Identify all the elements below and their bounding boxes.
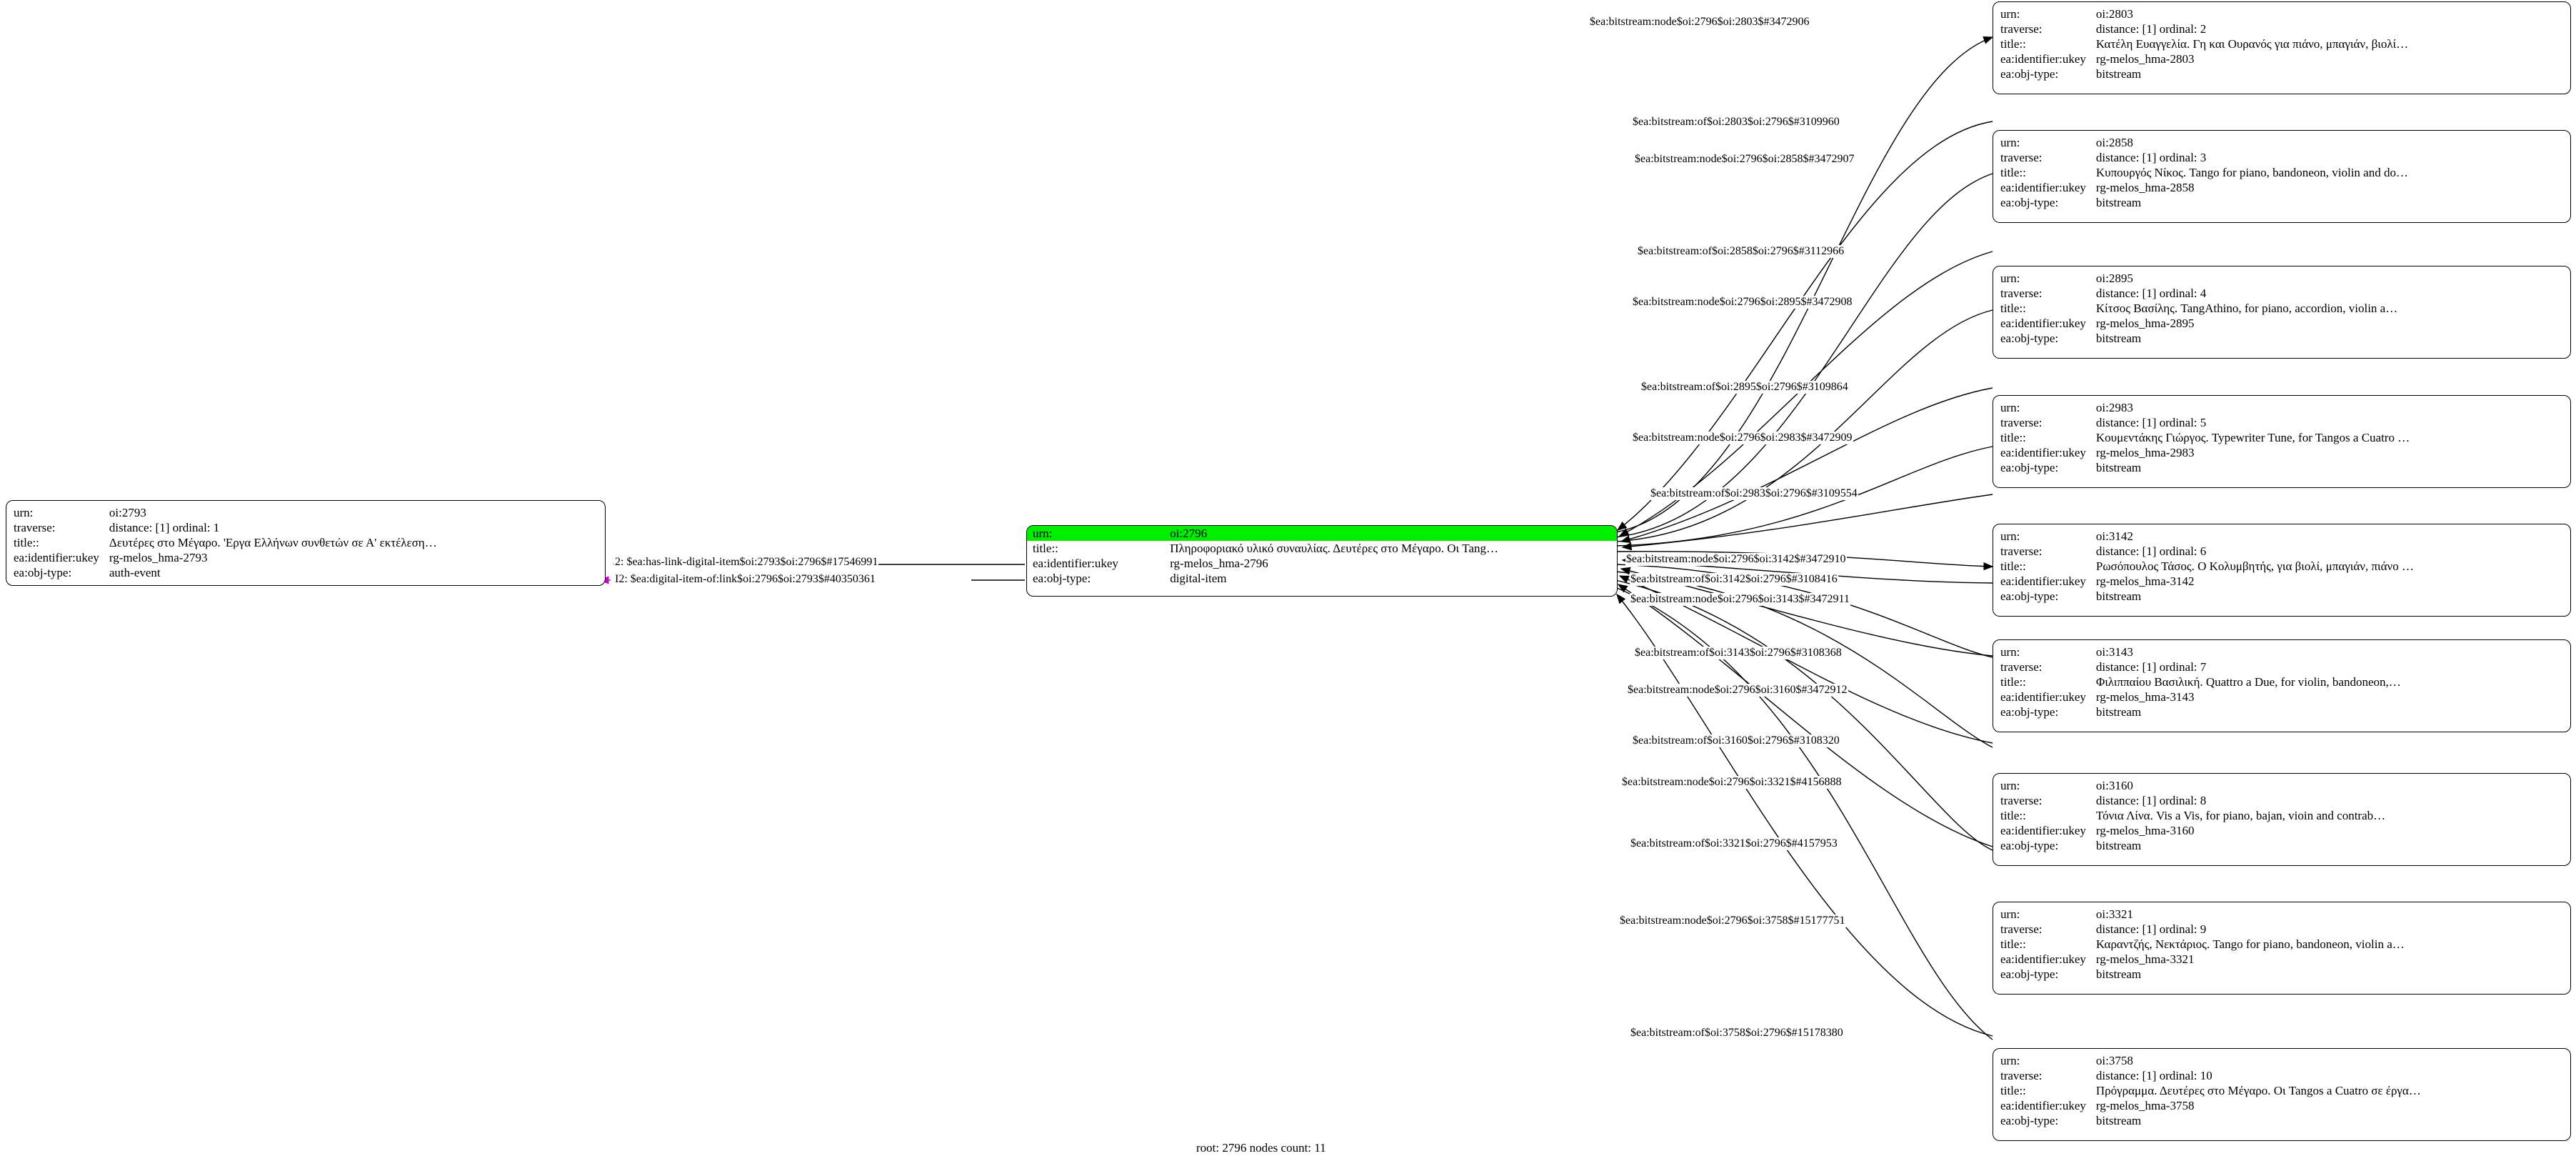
row-value: Κυπουργός Νίκος. Tango for piano, bandoneon, violin and do…: [2095, 166, 2408, 179]
node-3143[interactable]: [1993, 639, 2571, 732]
row-value: rg-melos_hma-2895: [2095, 317, 2195, 330]
row-value: oi:2983: [2095, 401, 2133, 414]
node-row: [2000, 271, 2397, 286]
row-value: bitstream: [2095, 196, 2142, 209]
node-row: [14, 505, 437, 520]
edge-label-3758-of: $ea:bitstream:of$oi:3758$oi:2796$#15178380: [1630, 1027, 1843, 1039]
node-row: [2000, 430, 2410, 445]
row-key: traverse:: [2000, 794, 2043, 807]
row-key: title::: [1033, 542, 1058, 555]
row-key: urn:: [2000, 136, 2020, 149]
row-key: ea:obj-type:: [1033, 572, 1091, 585]
node-3142[interactable]: [1993, 524, 2571, 617]
node-row: [2000, 6, 2408, 21]
edge-label-3160-of: $ea:bitstream:of$oi:3160$oi:2796$#3108320: [1633, 734, 1840, 747]
row-key: title::: [2000, 37, 2026, 51]
node-row: [2000, 659, 2401, 674]
row-value: Κουμεντάκης Γιώργος. Typewriter Tune, for Tangos a Cuatro …: [2095, 431, 2410, 444]
node-row: [2000, 574, 2414, 589]
row-value: rg-melos_hma-3160: [2095, 824, 2195, 837]
node-row: [2000, 415, 2410, 430]
node-2895[interactable]: [1993, 266, 2571, 359]
node-row: [2000, 778, 2385, 793]
row-key: ea:identifier:ukey: [2000, 446, 2086, 459]
node-row: [2000, 331, 2397, 346]
row-key: ea:obj-type:: [2000, 461, 2059, 474]
row-key: title::: [2000, 937, 2026, 951]
node-row: [14, 535, 437, 550]
row-value: distance: [1] ordinal: 6: [2095, 544, 2207, 558]
row-key: traverse:: [2000, 1069, 2043, 1082]
row-value: bitstream: [2095, 705, 2142, 719]
row-key: title::: [2000, 675, 2026, 689]
row-key: traverse:: [2000, 286, 2043, 300]
edge-label-3321-node: $ea:bitstream:node$oi:2796$oi:3321$#4156888: [1622, 776, 1842, 788]
row-key: ea:obj-type:: [2000, 67, 2059, 81]
node-row: [2000, 1113, 2421, 1128]
edge-label-2803-node: $ea:bitstream:node$oi:2796$oi:2803$#3472906: [1590, 16, 1810, 28]
node-row: [2000, 808, 2385, 823]
row-value: Τόνια Λίνα. Vis a Vis, for piano, bajan, vioin and contrab…: [2095, 809, 2386, 822]
root-row-ukey: [1027, 556, 1617, 571]
node-row: [2000, 301, 2397, 316]
row-value: rg-melos_hma-3143: [2095, 690, 2195, 704]
edge-label-2803-of: $ea:bitstream:of$oi:2803$oi:2796$#3109960: [1633, 116, 1840, 128]
row-value: bitstream: [2095, 332, 2142, 345]
row-key: ea:identifier:ukey: [14, 551, 99, 564]
row-value: distance: [1] ordinal: 10: [2095, 1069, 2212, 1082]
row-value: bitstream: [2095, 967, 2142, 981]
row-key: ea:identifier:ukey: [2000, 52, 2086, 66]
edge-label-2895-of: $ea:bitstream:of$oi:2895$oi:2796$#3109864: [1641, 381, 1848, 393]
row-key: ea:identifier:ukey: [2000, 574, 2086, 588]
row-value: rg-melos_hma-2793: [109, 551, 208, 564]
row-value: rg-melos_hma-2803: [2095, 52, 2195, 66]
row-value: Πρόγραμμα. Δευτέρες στο Μέγαρο. Οι Tangos a Cuatro σε έργα…: [2095, 1084, 2421, 1097]
row-value: distance: [1] ordinal: 8: [2095, 794, 2207, 807]
row-key: traverse:: [2000, 544, 2043, 558]
row-key: urn:: [2000, 907, 2020, 921]
row-value: oi:2796: [1164, 526, 1617, 541]
row-value: rg-melos_hma-3321: [2095, 952, 2195, 966]
row-value: distance: [1] ordinal: 9: [2095, 922, 2207, 936]
row-key: ea:identifier:ukey: [2000, 317, 2086, 330]
node-row: [2000, 135, 2408, 150]
row-key: ea:identifier:ukey: [2000, 1099, 2086, 1112]
row-value: bitstream: [2095, 461, 2142, 474]
row-value: oi:2895: [2095, 271, 2133, 285]
graph-footer-caption: root: 2796 nodes count: 11: [1196, 1141, 1326, 1155]
node-row: [2000, 460, 2410, 475]
row-value: rg-melos_hma-2983: [2095, 446, 2195, 459]
node-row: [2000, 674, 2401, 689]
node-2803[interactable]: [1993, 1, 2571, 94]
row-key: ea:identifier:ukey: [1033, 557, 1118, 570]
node-row: [2000, 66, 2408, 81]
edge-label-left-2: I2: $ea:digital-item-of:link$oi:2796$oi:2793$#40350361: [615, 573, 876, 585]
row-value: oi:2803: [2095, 7, 2133, 21]
row-value: oi:2858: [2095, 136, 2133, 149]
row-key: traverse:: [14, 521, 56, 534]
node-row: [2000, 704, 2401, 719]
row-value: Πληροφοριακό υλικό συναυλίας. Δευτέρες στο Μέγαρο. Οι Tang…: [1170, 542, 1499, 555]
row-value: rg-melos_hma-2796: [1170, 557, 1268, 570]
row-key: traverse:: [2000, 922, 2043, 936]
row-key: title::: [14, 536, 39, 549]
row-key: ea:obj-type:: [2000, 589, 2059, 603]
node-row: [2000, 1068, 2421, 1083]
edge-label-2983-node: $ea:bitstream:node$oi:2796$oi:2983$#3472909: [1633, 432, 1853, 444]
row-key: urn:: [14, 506, 34, 519]
row-value: oi:3321: [2095, 907, 2133, 921]
node-row: [2000, 644, 2401, 659]
node-row: [2000, 823, 2385, 838]
edge-label-3321-of: $ea:bitstream:of$oi:3321$oi:2796$#4157953: [1630, 837, 1838, 849]
node-row: [2000, 165, 2408, 180]
row-value: distance: [1] ordinal: 3: [2095, 151, 2207, 164]
row-value: distance: [1] ordinal: 4: [2095, 286, 2207, 300]
row-key: traverse:: [2000, 660, 2043, 674]
row-value: Καραντζής, Νεκτάριος. Tango for piano, bandoneon, violin a…: [2095, 937, 2405, 951]
node-3758[interactable]: [1993, 1048, 2571, 1141]
node-row: [2000, 400, 2410, 415]
node-row: [2000, 150, 2408, 165]
row-key: urn:: [2000, 7, 2020, 21]
row-key: urn:: [2000, 529, 2020, 543]
root-row-objtype: [1027, 571, 1617, 586]
row-value: Δευτέρες στο Μέγαρο. 'Εργα Ελλήνων συνθετών σε Α' εκτέλεση…: [109, 536, 437, 549]
node-row: [2000, 937, 2405, 952]
edge-label-3143-of: $ea:bitstream:of$oi:3143$oi:2796$#3108368: [1635, 647, 1842, 659]
edge-label-3758-node: $ea:bitstream:node$oi:2796$oi:3758$#15177751: [1620, 915, 1845, 927]
row-value: rg-melos_hma-3142: [2095, 574, 2195, 588]
row-value: rg-melos_hma-3758: [2095, 1099, 2195, 1112]
node-row: [2000, 589, 2414, 604]
row-key: title::: [2000, 809, 2026, 822]
row-value: bitstream: [2095, 839, 2142, 852]
node-row: [2000, 195, 2408, 210]
node-row: [2000, 1083, 2421, 1098]
root-node-2796[interactable]: [1026, 525, 1618, 597]
edge-label-3142-node: $ea:bitstream:node$oi:2796$oi:3142$#3472910: [1626, 553, 1846, 565]
node-3321[interactable]: [1993, 902, 2571, 995]
edge-label-3142-of: $ea:bitstream:of$oi:3142$oi:2796$#3108416: [1630, 573, 1838, 585]
row-key: traverse:: [2000, 151, 2043, 164]
row-key: ea:identifier:ukey: [2000, 181, 2086, 194]
node-row: [2000, 922, 2405, 937]
row-key: urn:: [1027, 526, 1164, 541]
row-value: digital-item: [1170, 572, 1227, 585]
node-row: [14, 550, 437, 565]
row-value: oi:3160: [2095, 779, 2133, 792]
row-value: rg-melos_hma-2858: [2095, 181, 2195, 194]
row-key: traverse:: [2000, 22, 2043, 36]
row-key: ea:obj-type:: [2000, 196, 2059, 209]
row-value: bitstream: [2095, 1114, 2142, 1127]
node-row: [2000, 967, 2405, 982]
row-value: distance: [1] ordinal: 7: [2095, 660, 2207, 674]
row-key: ea:obj-type:: [2000, 967, 2059, 981]
row-value: Φιλιππαίου Βασιλική. Quattro a Due, for violin, bandoneon,…: [2095, 675, 2401, 689]
node-row: [2000, 36, 2408, 51]
row-key: title::: [2000, 302, 2026, 315]
row-key: urn:: [2000, 779, 2020, 792]
edge-label-2858-of: $ea:bitstream:of$oi:2858$oi:2796$#3112966: [1638, 245, 1845, 257]
row-value: Κατέλη Ευαγγελία. Γη και Ουρανός για πιάνο, μπαγιάν, βιολί…: [2095, 37, 2409, 51]
row-value: Κίτσος Βασίλης. TangAthino, for piano, accordion, violin a…: [2095, 302, 2398, 315]
node-2793[interactable]: [6, 500, 606, 586]
node-row: [2000, 21, 2408, 36]
row-key: urn:: [2000, 1054, 2020, 1067]
row-key: ea:identifier:ukey: [2000, 690, 2086, 704]
root-row-title: [1027, 541, 1617, 556]
row-key: ea:obj-type:: [2000, 332, 2059, 345]
row-key: title::: [2000, 1084, 2026, 1097]
node-row: [2000, 286, 2397, 301]
node-row: [2000, 180, 2408, 195]
row-value: auth-event: [109, 566, 161, 579]
row-key: ea:obj-type:: [14, 566, 72, 579]
node-row: [2000, 559, 2414, 574]
row-value: distance: [1] ordinal: 1: [109, 521, 220, 534]
row-key: urn:: [2000, 401, 2020, 414]
node-row: [2000, 51, 2408, 66]
node-row: [2000, 838, 2385, 853]
row-value: bitstream: [2095, 67, 2142, 81]
row-value: oi:3758: [2095, 1054, 2133, 1067]
edge-label-left-1: 2: $ea:has-link-digital-item$oi:2793$oi:2796$#17546991: [615, 556, 878, 568]
root-row-urn: [1027, 526, 1617, 541]
edge-label-3143-node: $ea:bitstream:node$oi:2796$oi:3143$#3472911: [1630, 593, 1850, 605]
node-row: [2000, 316, 2397, 331]
row-value: Ρωσόπουλος Τάσος. Ο Κολυμβητής, για βιολί, μπαγιάν, πιάνο …: [2095, 559, 2414, 573]
node-row: [2000, 1098, 2421, 1113]
row-key: ea:obj-type:: [2000, 705, 2059, 719]
node-row: [2000, 529, 2414, 544]
node-row: [14, 520, 437, 535]
row-key: ea:obj-type:: [2000, 1114, 2059, 1127]
node-row: [14, 565, 437, 580]
node-row: [2000, 689, 2401, 704]
row-value: distance: [1] ordinal: 2: [2095, 22, 2207, 36]
node-2858[interactable]: [1993, 130, 2571, 223]
row-key: ea:identifier:ukey: [2000, 824, 2086, 837]
edge-label-2983-of: $ea:bitstream:of$oi:2983$oi:2796$#3109554: [1650, 487, 1858, 499]
node-row: [2000, 907, 2405, 922]
row-key: ea:identifier:ukey: [2000, 952, 2086, 966]
row-key: title::: [2000, 559, 2026, 573]
row-value: distance: [1] ordinal: 5: [2095, 416, 2207, 429]
row-key: title::: [2000, 166, 2026, 179]
node-row: [2000, 793, 2385, 808]
node-3160[interactable]: [1993, 773, 2571, 866]
row-value: bitstream: [2095, 589, 2142, 603]
row-key: urn:: [2000, 271, 2020, 285]
row-value: oi:3143: [2095, 645, 2133, 659]
edge-label-2895-node: $ea:bitstream:node$oi:2796$oi:2895$#3472908: [1633, 296, 1853, 308]
node-2983[interactable]: [1993, 395, 2571, 488]
row-key: traverse:: [2000, 416, 2043, 429]
row-key: urn:: [2000, 645, 2020, 659]
edge-label-3160-node: $ea:bitstream:node$oi:2796$oi:3160$#3472912: [1628, 684, 1848, 696]
row-key: ea:obj-type:: [2000, 839, 2059, 852]
node-row: [2000, 445, 2410, 460]
edge-label-2858-node: $ea:bitstream:node$oi:2796$oi:2858$#3472907: [1635, 153, 1855, 165]
node-row: [2000, 952, 2405, 967]
node-row: [2000, 1053, 2421, 1068]
row-key: title::: [2000, 431, 2026, 444]
row-value: oi:2793: [109, 506, 146, 519]
row-value: oi:3142: [2095, 529, 2133, 543]
node-row: [2000, 544, 2414, 559]
